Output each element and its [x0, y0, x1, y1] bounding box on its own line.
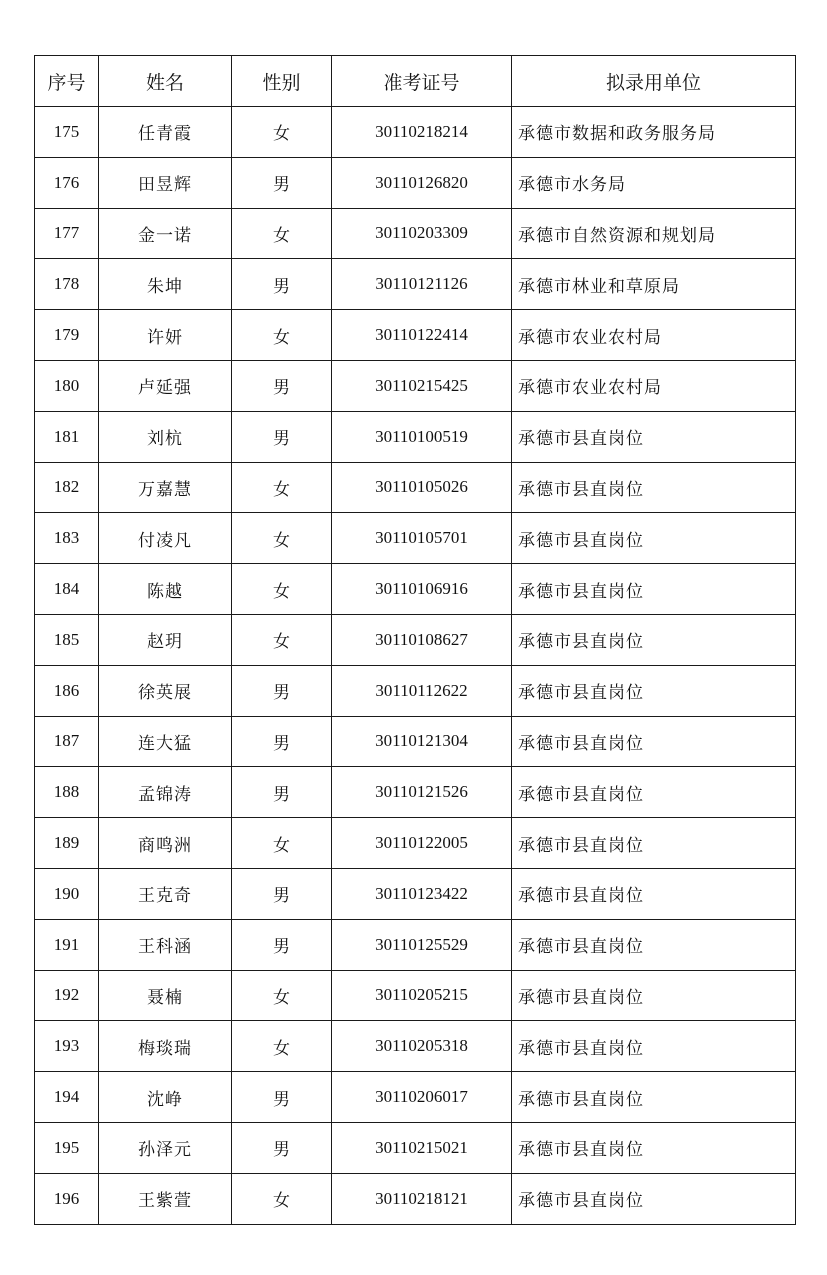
table-row: [35, 1072, 796, 1123]
table-body: [35, 107, 796, 1225]
cell-hiring-unit: 承德市县直岗位: [512, 716, 796, 767]
cell-gender: 男: [232, 157, 332, 208]
cell-hiring-unit: 承德市县直岗位: [512, 868, 796, 919]
cell-serial-number: 176: [35, 157, 99, 208]
hiring-roster-table: [34, 55, 796, 1225]
cell-hiring-unit: 承德市县直岗位: [512, 665, 796, 716]
cell-name: 梅琰瑞: [99, 1021, 232, 1072]
cell-serial-number: 180: [35, 360, 99, 411]
cell-serial-number: 193: [35, 1021, 99, 1072]
cell-serial-number: 183: [35, 513, 99, 564]
cell-exam-id: 30110215425: [332, 360, 512, 411]
cell-gender: 女: [232, 970, 332, 1021]
cell-hiring-unit: 承德市县直岗位: [512, 767, 796, 818]
table-row: [35, 157, 796, 208]
cell-gender: 男: [232, 411, 332, 462]
cell-serial-number: 184: [35, 564, 99, 615]
cell-serial-number: 190: [35, 868, 99, 919]
table-row: [35, 1122, 796, 1173]
cell-gender: 男: [232, 360, 332, 411]
cell-serial-number: 178: [35, 259, 99, 310]
cell-hiring-unit: 承德市县直岗位: [512, 1173, 796, 1224]
cell-hiring-unit: 承德市县直岗位: [512, 1072, 796, 1123]
cell-name: 商鸣洲: [99, 818, 232, 869]
cell-hiring-unit: 承德市县直岗位: [512, 614, 796, 665]
cell-exam-id: 30110218121: [332, 1173, 512, 1224]
table-row: [35, 513, 796, 564]
cell-name: 孟锦涛: [99, 767, 232, 818]
cell-serial-number: 188: [35, 767, 99, 818]
cell-serial-number: 189: [35, 818, 99, 869]
header-hiring-unit: 拟录用单位: [512, 56, 796, 107]
cell-serial-number: 194: [35, 1072, 99, 1123]
cell-hiring-unit: 承德市县直岗位: [512, 818, 796, 869]
cell-hiring-unit: 承德市林业和草原局: [512, 259, 796, 310]
cell-hiring-unit: 承德市县直岗位: [512, 462, 796, 513]
cell-name: 朱坤: [99, 259, 232, 310]
cell-serial-number: 186: [35, 665, 99, 716]
cell-exam-id: 30110121304: [332, 716, 512, 767]
cell-name: 陈越: [99, 564, 232, 615]
cell-gender: 女: [232, 310, 332, 361]
cell-name: 徐英展: [99, 665, 232, 716]
cell-exam-id: 30110121526: [332, 767, 512, 818]
cell-name: 连大猛: [99, 716, 232, 767]
table-row: [35, 868, 796, 919]
cell-serial-number: 182: [35, 462, 99, 513]
cell-hiring-unit: 承德市县直岗位: [512, 1021, 796, 1072]
header-gender: 性别: [232, 56, 332, 107]
cell-name: 聂楠: [99, 970, 232, 1021]
cell-exam-id: 30110122414: [332, 310, 512, 361]
cell-exam-id: 30110215021: [332, 1122, 512, 1173]
table-row: [35, 310, 796, 361]
cell-serial-number: 185: [35, 614, 99, 665]
cell-serial-number: 192: [35, 970, 99, 1021]
cell-name: 王科涵: [99, 919, 232, 970]
table-row: [35, 411, 796, 462]
header-serial-number: 序号: [35, 56, 99, 107]
cell-gender: 女: [232, 513, 332, 564]
cell-name: 付凌凡: [99, 513, 232, 564]
header-name: 姓名: [99, 56, 232, 107]
cell-exam-id: 30110122005: [332, 818, 512, 869]
table-row: [35, 665, 796, 716]
cell-gender: 男: [232, 919, 332, 970]
table-row: [35, 1173, 796, 1224]
table-row: [35, 614, 796, 665]
cell-serial-number: 175: [35, 107, 99, 158]
cell-exam-id: 30110126820: [332, 157, 512, 208]
cell-hiring-unit: 承德市自然资源和规划局: [512, 208, 796, 259]
cell-gender: 男: [232, 259, 332, 310]
cell-name: 刘杭: [99, 411, 232, 462]
cell-serial-number: 196: [35, 1173, 99, 1224]
cell-hiring-unit: 承德市县直岗位: [512, 919, 796, 970]
cell-exam-id: 30110203309: [332, 208, 512, 259]
cell-gender: 女: [232, 1021, 332, 1072]
cell-gender: 男: [232, 665, 332, 716]
cell-serial-number: 177: [35, 208, 99, 259]
cell-name: 许妍: [99, 310, 232, 361]
cell-exam-id: 30110108627: [332, 614, 512, 665]
cell-serial-number: 181: [35, 411, 99, 462]
cell-gender: 男: [232, 716, 332, 767]
cell-hiring-unit: 承德市农业农村局: [512, 360, 796, 411]
cell-exam-id: 30110125529: [332, 919, 512, 970]
cell-gender: 女: [232, 1173, 332, 1224]
cell-name: 王紫萱: [99, 1173, 232, 1224]
table-row: [35, 767, 796, 818]
cell-name: 卢延强: [99, 360, 232, 411]
cell-exam-id: 30110218214: [332, 107, 512, 158]
table-row: [35, 564, 796, 615]
cell-gender: 女: [232, 614, 332, 665]
cell-hiring-unit: 承德市数据和政务服务局: [512, 107, 796, 158]
cell-hiring-unit: 承德市县直岗位: [512, 1122, 796, 1173]
cell-name: 任青霞: [99, 107, 232, 158]
header-exam-id: 准考证号: [332, 56, 512, 107]
cell-exam-id: 30110106916: [332, 564, 512, 615]
cell-hiring-unit: 承德市水务局: [512, 157, 796, 208]
cell-name: 万嘉慧: [99, 462, 232, 513]
cell-gender: 女: [232, 208, 332, 259]
table-row: [35, 208, 796, 259]
cell-exam-id: 30110105026: [332, 462, 512, 513]
table-row: [35, 818, 796, 869]
cell-gender: 女: [232, 818, 332, 869]
cell-hiring-unit: 承德市县直岗位: [512, 970, 796, 1021]
cell-name: 赵玥: [99, 614, 232, 665]
cell-hiring-unit: 承德市县直岗位: [512, 513, 796, 564]
cell-name: 金一诺: [99, 208, 232, 259]
cell-serial-number: 179: [35, 310, 99, 361]
cell-name: 田昱辉: [99, 157, 232, 208]
cell-serial-number: 191: [35, 919, 99, 970]
cell-name: 孙泽元: [99, 1122, 232, 1173]
table-row: [35, 970, 796, 1021]
cell-gender: 男: [232, 1072, 332, 1123]
cell-gender: 男: [232, 868, 332, 919]
cell-exam-id: 30110121126: [332, 259, 512, 310]
table-row: [35, 462, 796, 513]
cell-exam-id: 30110123422: [332, 868, 512, 919]
cell-hiring-unit: 承德市县直岗位: [512, 411, 796, 462]
table-header-row: [35, 56, 796, 107]
cell-hiring-unit: 承德市县直岗位: [512, 564, 796, 615]
table-row: [35, 919, 796, 970]
table-row: [35, 1021, 796, 1072]
cell-gender: 男: [232, 1122, 332, 1173]
cell-exam-id: 30110112622: [332, 665, 512, 716]
cell-exam-id: 30110206017: [332, 1072, 512, 1123]
table-row: [35, 716, 796, 767]
cell-serial-number: 195: [35, 1122, 99, 1173]
table-row: [35, 360, 796, 411]
cell-name: 沈峥: [99, 1072, 232, 1123]
table-row: [35, 259, 796, 310]
cell-gender: 女: [232, 564, 332, 615]
cell-name: 王克奇: [99, 868, 232, 919]
cell-exam-id: 30110100519: [332, 411, 512, 462]
cell-serial-number: 187: [35, 716, 99, 767]
cell-gender: 女: [232, 462, 332, 513]
cell-gender: 女: [232, 107, 332, 158]
cell-exam-id: 30110205215: [332, 970, 512, 1021]
cell-exam-id: 30110105701: [332, 513, 512, 564]
cell-gender: 男: [232, 767, 332, 818]
cell-exam-id: 30110205318: [332, 1021, 512, 1072]
table-row: [35, 107, 796, 158]
cell-hiring-unit: 承德市农业农村局: [512, 310, 796, 361]
